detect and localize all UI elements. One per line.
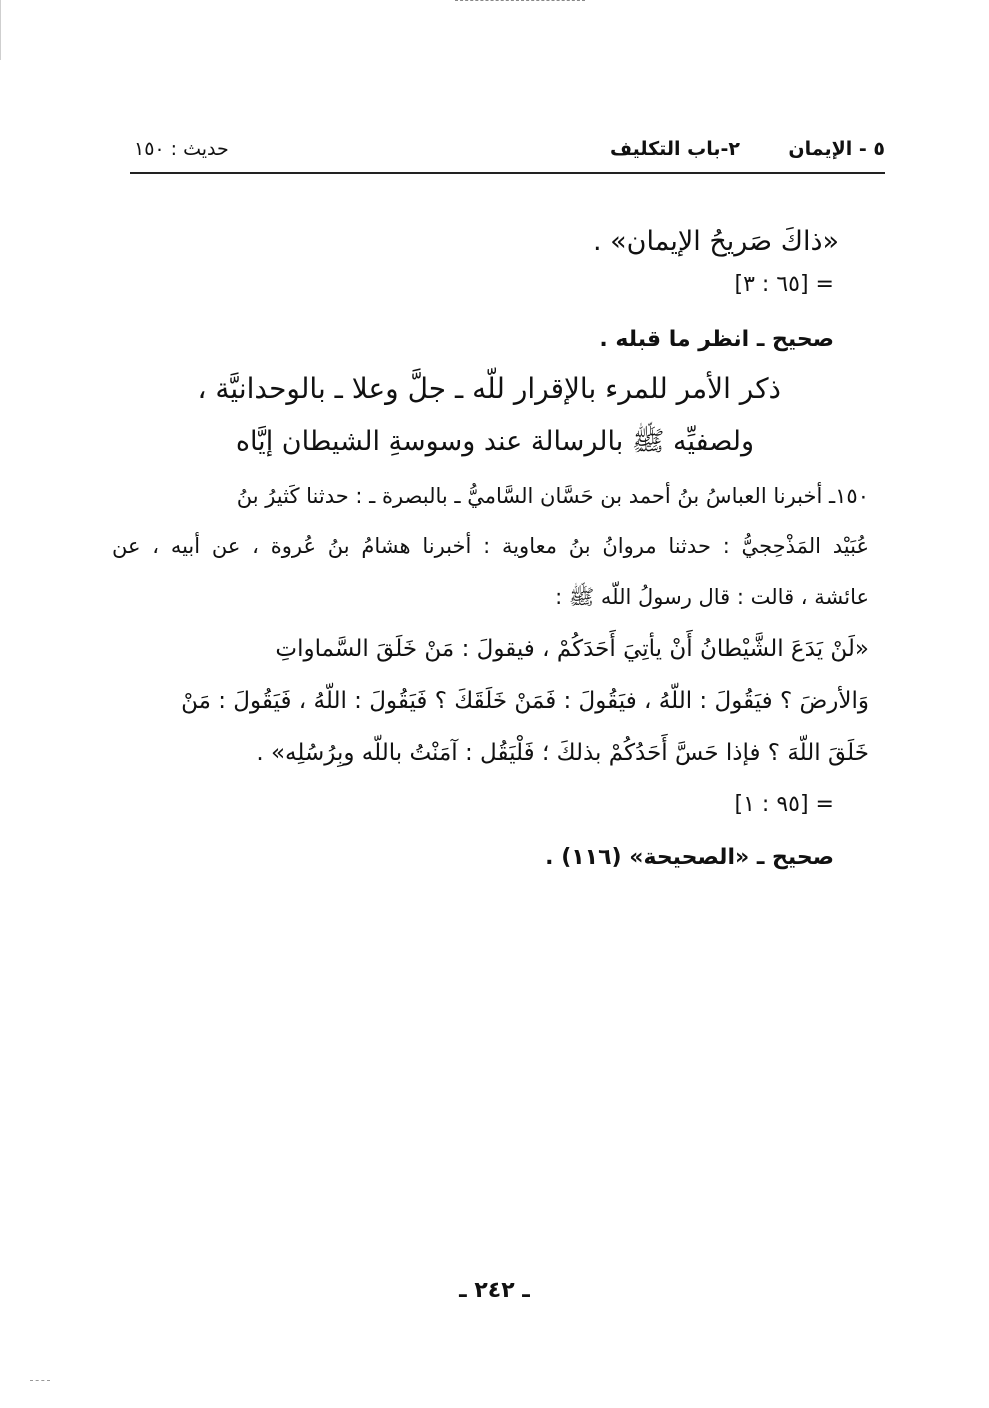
matn-line-2: وَالأرضَ ؟ فيَقُولَ : اللّهُ ، فيَقُولَ : فَمَنْ خَلَقَكَ ؟ فَيَقُولَ : اللّهُ ، فَيَقُولَ : مَنْ bbox=[181, 688, 869, 714]
hadith-reference: [٩٥ : ١] = bbox=[734, 792, 834, 817]
section-title-line-2: ولصفيِّه ﷺ بالرسالة عند وسوسةِ الشيطان إيَّاه bbox=[235, 426, 754, 457]
running-header bbox=[130, 128, 885, 174]
header-hadith-ref: حديث : ١٥٠ bbox=[134, 138, 229, 160]
previous-hadith-grade: صحيح ـ انظر ما قبله . bbox=[599, 327, 834, 352]
page-number: ـ ٢٤٢ ـ bbox=[459, 1278, 530, 1303]
matn-line-3: خَلَقَ اللّهَ ؟ فإذا حَسَّ أَحَدُكُمْ بذلكَ ؛ فَلْيَقُل : آمَنْتُ باللّه وبِرُسُلِه» . bbox=[256, 740, 869, 766]
isnad-line-2: عُبَيْد المَذْحِجيُّ : حدثنا مروانُ بنُ معاوية : أخبرنا هشامُ بنُ عُروة ، عن أبيه ، عن bbox=[112, 534, 869, 558]
isnad-line-3: عائشة ، قالت : قال رسولُ اللّه ﷺ : bbox=[555, 585, 869, 609]
matn-line-1: «لَنْ يَدَعَ الشَّيْطانُ أَنْ يأتِيَ أَحَدَكُمْ ، فيقولَ : مَنْ خَلَقَ السَّماواتِ bbox=[275, 636, 869, 662]
scan-bottom-mark bbox=[30, 1380, 50, 1382]
previous-hadith-quote-end: «ذاكَ صَريحُ الإيمان» . bbox=[593, 226, 839, 257]
header-chapter: ٢-باب التكليف bbox=[609, 138, 740, 160]
hadith-grade: صحيح ـ «الصحيحة» (١١٦) . bbox=[545, 845, 834, 870]
header-book: ٥ - الإيمان bbox=[788, 138, 885, 160]
scan-left-edge bbox=[0, 0, 1, 60]
section-title-line-1: ذكر الأمر للمرء بالإقرار للّه ـ جلَّ وعلا ـ بالوحدانيَّة ، bbox=[197, 372, 781, 405]
previous-hadith-reference: [٦٥ : ٣] = bbox=[734, 272, 834, 297]
scan-edge-mark bbox=[455, 0, 585, 4]
isnad-line-1: ١٥٠ـ أخبرنا العباسُ بنُ أحمد بن حَسَّان السَّاميُّ ـ بالبصرة ـ : حدثنا كَثيرُ بنُ bbox=[236, 484, 869, 508]
